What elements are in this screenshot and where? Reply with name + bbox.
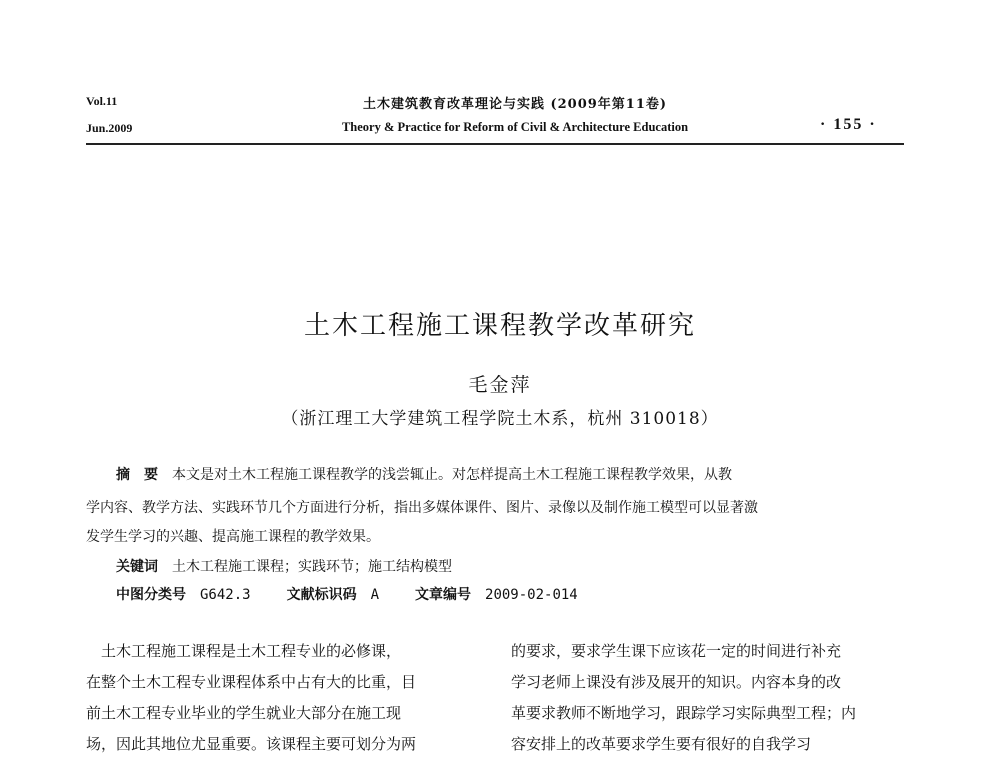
- body-right-line: 学习老师上课没有涉及展开的知识。内容本身的改: [511, 673, 842, 691]
- body-left-line: 土木工程施工课程是土木工程专业的必修课，: [86, 642, 402, 660]
- author-affiliation: （浙江理工大学建筑工程学院土木系，杭州 310018）: [281, 409, 719, 429]
- doc-code-label: 文献标识码: [286, 587, 357, 603]
- abstract-label: 摘 要: [116, 467, 158, 483]
- body-right-line: 革要求教师不断地学习，跟踪学习实际典型工程；内: [511, 704, 857, 722]
- abstract-line-2: 学内容、教学方法、实践环节几个方面进行分析，指出多媒体课件、图片、录像以及制作施工模型可以显著激: [86, 500, 758, 516]
- classification-line: [116, 584, 578, 604]
- body-left-line: 在整个土木工程专业课程体系中占有大的比重，目: [86, 673, 417, 691]
- abstract-text-1: 本文是对土木工程施工课程教学的浅尝辄止。对怎样提高土木工程施工课程教学效果，从教: [172, 467, 732, 483]
- abstract-line-3: 发学生学习的兴趣、提高施工课程的教学效果。: [86, 529, 380, 545]
- volume-label: Vol.11: [86, 94, 118, 108]
- journal-title-en: Theory & Practice for Reform of Civil & Architecture Education: [341, 120, 689, 134]
- article-id-label: 文章编号: [415, 587, 472, 603]
- journal-title-cn: 土木建筑教育改革理论与实践 (2009年第11卷): [362, 97, 668, 112]
- body-right-line: 的要求，要求学生课下应该花一定的时间进行补充: [511, 642, 842, 660]
- article-id-value: 2009-02-014: [485, 587, 578, 603]
- keywords-text: 土木工程施工课程；实践环节；施工结构模型: [172, 559, 452, 575]
- keywords-line: [116, 556, 452, 576]
- doc-code-value: A: [370, 587, 380, 603]
- header-rule: [86, 143, 904, 145]
- abstract-line-1: [116, 464, 732, 484]
- author-name: 毛金萍: [468, 374, 532, 396]
- clc-value: G642.3: [200, 587, 251, 603]
- body-right-line: 容安排上的改革要求学生要有很好的自我学习: [511, 735, 812, 753]
- clc-label: 中图分类号: [116, 587, 186, 603]
- issue-date: Jun.2009: [86, 121, 133, 135]
- body-left-line: 场，因此其地位尤显重要。该课程主要可划分为两: [86, 735, 417, 753]
- article-title: 土木工程施工课程教学改革研究: [303, 311, 696, 341]
- page-number: · 155 ·: [820, 116, 877, 133]
- body-left-line: 前土木工程专业毕业的学生就业大部分在施工现: [86, 704, 402, 722]
- keywords-label: 关键词: [116, 559, 158, 575]
